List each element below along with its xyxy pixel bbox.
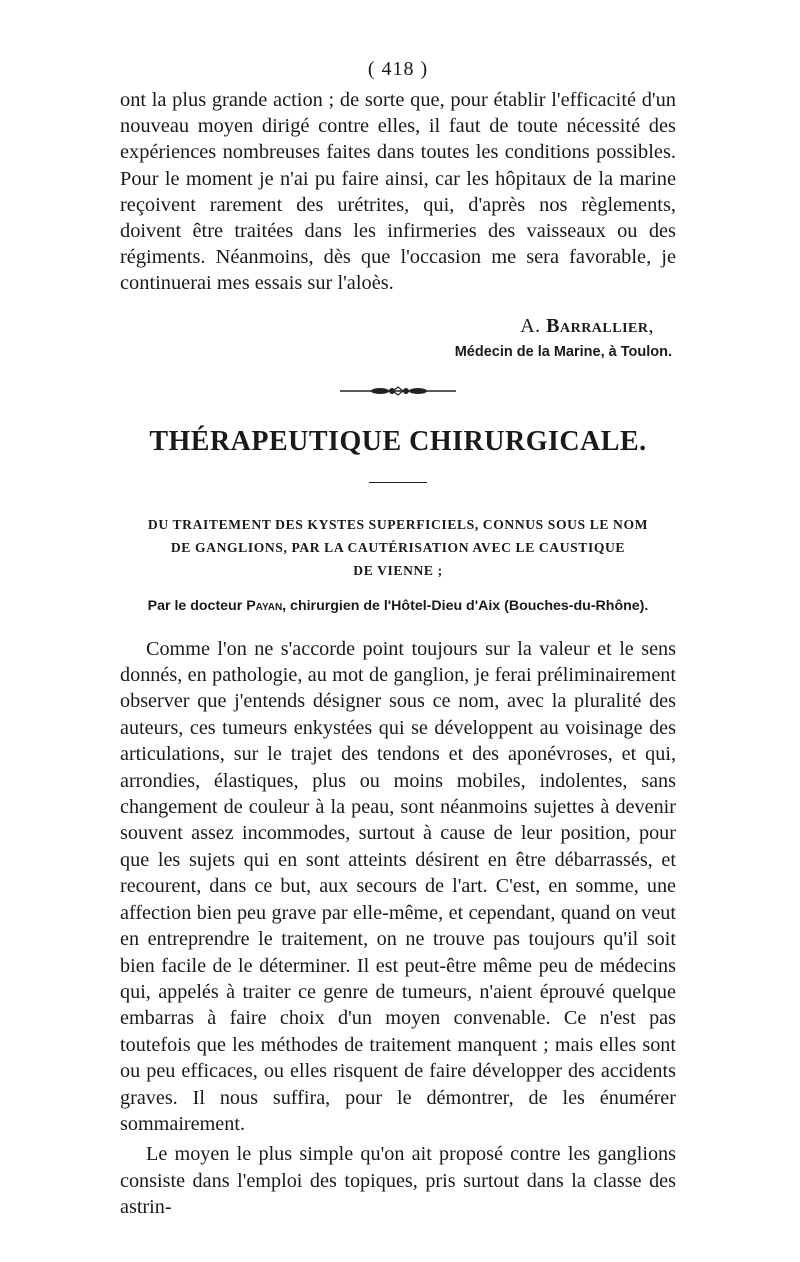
article-title bbox=[120, 513, 676, 582]
author-affiliation: Médecin de la Marine, à Toulon. bbox=[454, 343, 672, 360]
article-paragraph-1: Comme l'on ne s'accorde point toujours sur la valeur et le sens donnés, en pathologie, au mot de ganglion, je ferai préliminairement observer que j'entends désigner sous ce nom, avec la pluralité des auteurs, ces tumeurs enkystées qui se développent au voisinage des articulations, sur le trajet des tendons et des aponévroses, et qui, arrondies, élastiques, plus ou moins mobiles, indolentes, sans changement de couleur à la peau, sont néanmoins sujettes à devenir souvent assez incommodes, surtout à cause de leur position, pour que les sujets qui en sont atteints désirent en être débarrassés, et recourent, dans ce but, aux secours de l'art. C'est, en somme, une affection bien peu grave par elle-même, et cependant, quand on veut en entreprendre le traitement, on ne trouve pas toujours qu'il soit bien facile de le déterminer. Il est peut-être même peu de médecins qui, appelés à traiter ce genre de tumeurs, n'aient éprouvé quelque embarras à faire choix d'un moyen convenable. Ce n'est pas toutefois que les méthodes de traitement manquent ; mais elles sont ou peu efficaces, ou elles risquent de faire développer des accidents graves. Il nous suffira, pour le démontrer, de les énumérer sommairement. bbox=[120, 637, 676, 1135]
section-title: THÉRAPEUTIQUE CHIRURGICALE. bbox=[149, 425, 647, 457]
author-signature bbox=[120, 315, 676, 338]
article-byline bbox=[120, 598, 676, 614]
byline-author: Payan bbox=[246, 597, 283, 614]
signature-initial: A. bbox=[520, 314, 541, 337]
article-paragraph-2: Le moyen le plus simple qu'on ait proposé contre les ganglions consiste dans l'emploi des topiques, pris surtout dans la classe des astrin- bbox=[120, 1143, 676, 1219]
signature-name: Barrallier bbox=[546, 314, 649, 337]
document-page bbox=[120, 58, 676, 1221]
section-rule bbox=[369, 482, 427, 483]
page-number: ( 418 ) bbox=[367, 58, 429, 80]
byline-suffix: , chirurgien de l'Hôtel-Dieu d'Aix (Bouches-du-Rhône). bbox=[282, 597, 649, 614]
article-title-line-2: DE GANGLIONS, PAR LA CAUTÉRISATION AVEC LE CAUSTIQUE bbox=[170, 539, 626, 555]
intro-paragraph: ont la plus grande action ; de sorte que, pour établir l'efficacité d'un nouveau moyen dirigé contre elles, il faut de toute nécessité des expériences nombreuses faites dans toutes les conditions possibles. Pour le moment je n'ai pu faire ainsi, car les hôpitaux de la marine reçoivent rarement des urétrites, qui, d'après nos règlements, doivent être traitées dans les infirmeries des vaisseaux ou des régiments. Néanmoins, dès que l'occasion me sera favorable, je continuerai mes essais sur l'aloès. bbox=[120, 89, 676, 295]
signature-separator: , bbox=[648, 314, 654, 337]
article-title-line-1: DU TRAITEMENT DES KYSTES SUPERFICIELS, CONNUS SOUS LE NOM bbox=[147, 516, 649, 532]
byline-prefix: Par le docteur bbox=[147, 597, 243, 614]
article-title-line-3: DE VIENNE ; bbox=[353, 562, 443, 578]
ornament-divider-icon bbox=[338, 386, 458, 396]
